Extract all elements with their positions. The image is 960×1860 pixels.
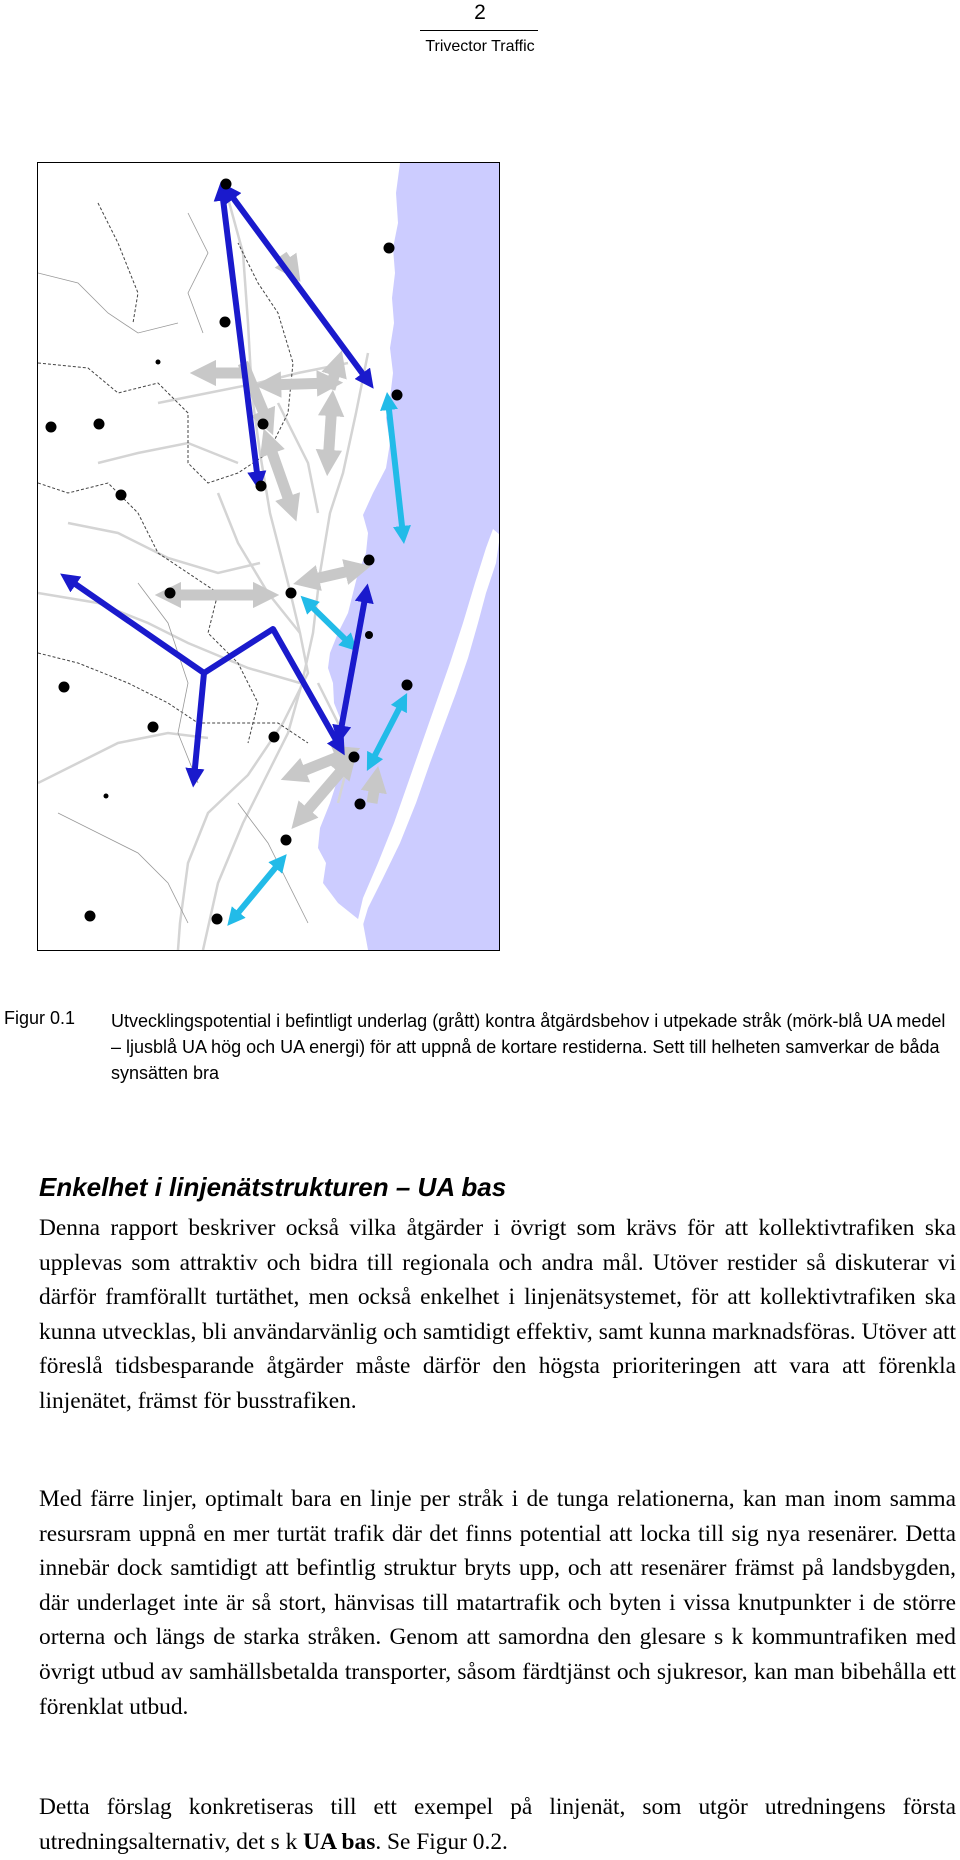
ua-medel-arrows xyxy=(68,191,368,778)
dark-blue-route xyxy=(68,579,204,778)
page-number: 2 xyxy=(474,1,486,24)
town-dot xyxy=(59,682,70,693)
figure-number: Figur 0.1 xyxy=(4,1008,76,1028)
town-dot xyxy=(220,317,231,328)
town-dot xyxy=(281,835,292,846)
town-dot xyxy=(165,588,176,599)
dark-blue-arrow xyxy=(222,191,258,481)
body-paragraph xyxy=(39,1790,956,1859)
gray-arrow xyxy=(306,569,358,581)
town-dot xyxy=(156,360,161,365)
header-rule xyxy=(420,30,538,31)
header-organization: Trivector Traffic xyxy=(425,38,535,55)
town-dot xyxy=(364,555,375,566)
town-dot xyxy=(46,422,57,433)
town-dot xyxy=(256,481,267,492)
road-network xyxy=(38,191,368,950)
gray-arrow xyxy=(268,383,330,385)
town-dot xyxy=(269,732,280,743)
town-dot xyxy=(221,179,232,190)
town-dot xyxy=(384,243,395,254)
town-dot xyxy=(258,419,269,430)
section-heading: Enkelhet i linjenätstrukturen – UA bas xyxy=(39,1172,507,1202)
town-dot xyxy=(349,752,360,763)
figure-caption-text: Utvecklingspotential i befintligt underlag (grått) kontra åtgärdsbehov i utpekade stråk (mörk-blå UA medel – ljusblå UA hög och UA energi) för att uppnå de kortare restiderna. Sett till helheten samverkar de båda synsätten bra xyxy=(111,1011,946,1083)
sea-area xyxy=(318,163,499,950)
gray-arrow xyxy=(330,363,338,389)
body-paragraph: Med färre linjer, optimalt bara en linje per stråk i de tunga relationerna, kan man inom samma resursram uppnå en mer turtät trafik där det finns potential att locka till sig nya resenärer. Detta innebär dock samtidigt att befintlig struktur bryts upp, och att resenärer främst på landsbygden, där underlaget inte är så stort, hänvisas till matartrafik och byten i vissa knutpunkter i de större orterna och längs de starka stråken. Genom att samordna den glesare s k kommuntrafiken med övrigt utbud av samhällsbetalda transporter, såsom färdtjänst och sjukresor, kan man bibehålla ett förenklat utbud. xyxy=(39,1486,956,1720)
town-dot xyxy=(148,722,159,733)
town-dot xyxy=(355,799,366,810)
town-dot xyxy=(286,588,297,599)
town-dot xyxy=(116,490,127,501)
route-map-figure xyxy=(37,162,500,951)
light-blue-arrow xyxy=(233,861,281,919)
paragraph-text: Detta förslag konkretiseras till ett exempel på linjenät, som utgör utredningens första utredningsalternativ, det s k xyxy=(39,1794,956,1855)
town-dot xyxy=(365,631,373,639)
ua-bas-term: UA bas xyxy=(303,1828,376,1855)
gray-arrow xyxy=(372,779,376,803)
paragraph-text: . Se Figur 0.2. xyxy=(375,1828,508,1855)
town-dot xyxy=(104,794,109,799)
town-dot xyxy=(94,419,105,430)
town-dot xyxy=(402,680,413,691)
gray-arrow xyxy=(328,403,332,463)
town-dot xyxy=(85,911,96,922)
town-dot xyxy=(212,914,223,925)
body-paragraph: Denna rapport beskriver också vilka åtgärder i övrigt som krävs för att kollektivtrafiken ska upplevas som attraktiv och bidra till regionala och andra mål. Utöver restider så diskuterar vi därför framförallt turtäthet, men också enkelhet i linjenätsystemet, för att kollektivtrafiken ska kunna utvecklas, bli användarvänlig och samtidigt effektiv, samt kunna marknadsföras. Utöver att föreslå tidsbesparande åtgärder måste därför den högsta prioriteringen att vara att förenkla linjenätet, främst för busstrafiken. xyxy=(39,1215,956,1414)
municipality-borders xyxy=(38,213,308,923)
town-dot xyxy=(392,390,403,401)
route-map xyxy=(38,163,499,950)
gray-arrow xyxy=(268,441,292,509)
